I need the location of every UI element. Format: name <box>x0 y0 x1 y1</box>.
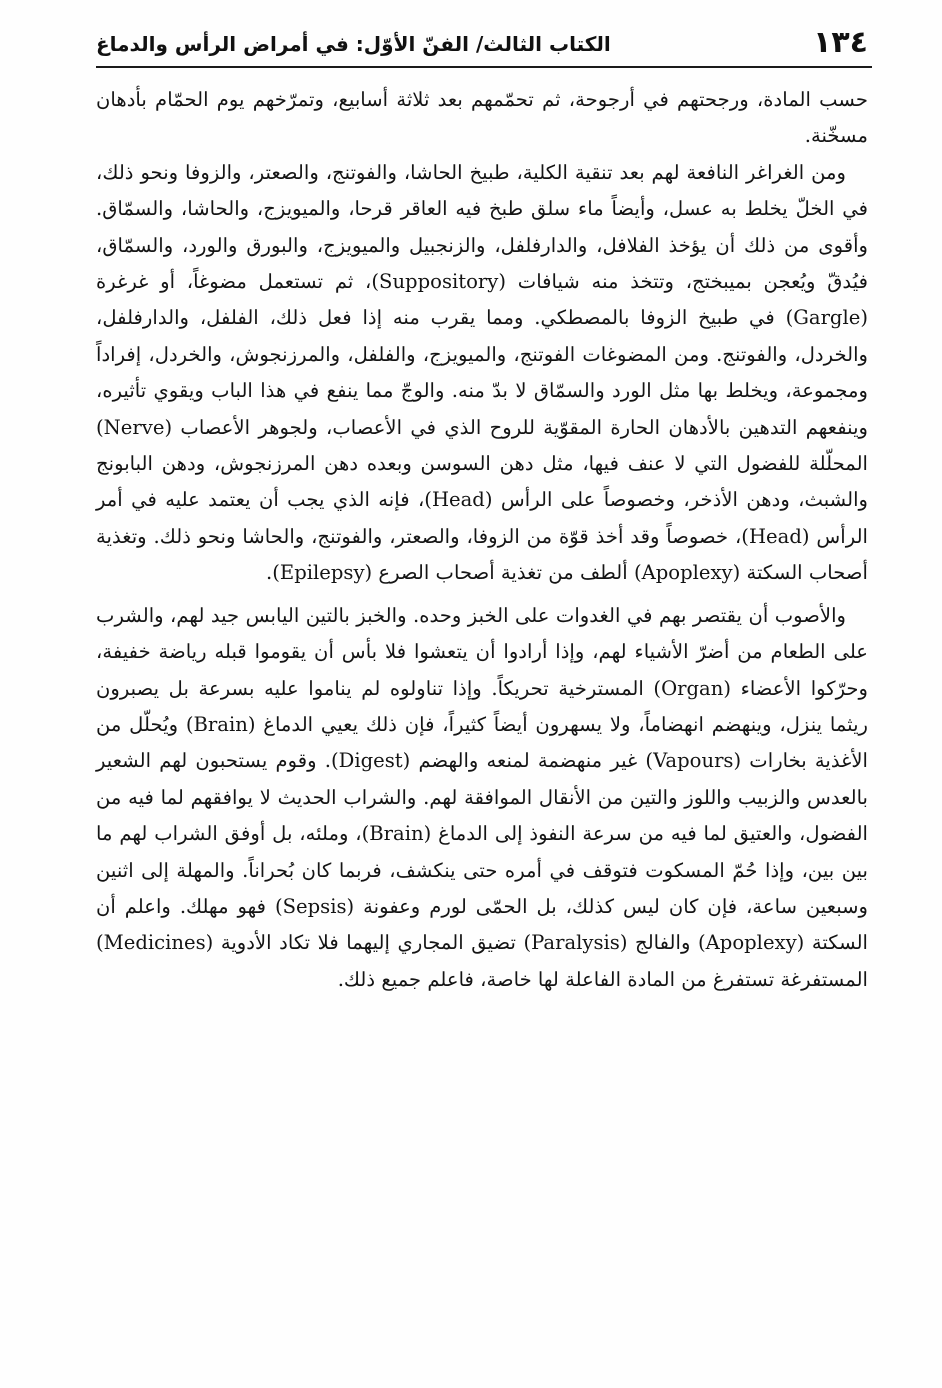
running-title: الكتاب الثالث/ الفنّ الأوّل: في أمراض الرأس والدماغ <box>96 32 611 56</box>
paragraph-diet: والأصوب أن يقتصر بهم في الغدوات على الخبز وحده. والخبز بالتين اليابس جيد لهم، والشرب على الطعام من أضرّ الأشياء لهم، وإذا أرادوا أن يتعشوا فلا بأس أن يقوموا قبله رياضة خفيفة، وحرّكوا الأعضاء (Organ) المسترخية تحريكاً. وإذا تناولوه لم يناموا عليه بسرعة بل يصبرون ريثما ينزل، وينهضم انهضاماً، ولا يسهرون أيضاً كثيراً، فإن ذلك يعيي الدماغ (Brain) ويُحلّل من الأغذية بخارات (Vapours) غير منهضمة لمنعه والهضم (Digest). وقوم يستحبون لهم الشعير بالعدس والزبيب واللوز والتين من الأنقال الموافقة لهم. والشراب الحديث لا يوافقهم لما فيه من الفضول، والعتيق لما فيه من سرعة النفوذ إلى الدماغ (Brain)، وملئه، بل أوفق الشراب لهم ما بين بين، وإذا حُمّ المسكوت فتوقف في أمره حتى ينكشف، فربما كان بُحراناً. والمهلة إلى اثنين وسبعين ساعة، فإن كان ليس كذلك، بل الحمّى لورم وعفونة (Sepsis) فهو مهلك. واعلم أن السكتة (Apoplexy) والفالج (Paralysis) تضيق المجاري إليهما فلا تكاد الأدوية (Medicines) المستفرغة تستفرغ من المادة الفاعلة لها خاصة، فاعلم جميع ذلك. <box>96 603 869 991</box>
header-rule <box>96 66 872 68</box>
body-text <box>96 82 868 998</box>
page-number: ١٣٤ <box>813 25 868 60</box>
paragraph-gargles: ومن الغراغر النافعة لهم بعد تنقية الكلية، طبيخ الحاشا، والفوتنج، والصعتر، والزوفا ونحو ذلك، في الخلّ يخلط به عسل، وأيضاً ماء سلق طبخ فيه العاقر قرحا، والميويزج، والحاشا، والسمّاق. وأقوى من ذلك أن يؤخذ الفلافل، والدارفلفل، والزنجبيل والميويزج، والبورق والورد، والسمّاق، فيُدقّ ويُعجن بميبختج، وتتخذ منه شيافات (Suppository)، ثم تستعمل مضوغاً، أو غرغرة (Gargle) في طبيخ الزوفا بالمصطكي. ومما يقرب منه إذا فعل ذلك، الفلفل، والدارفلفل، والخردل، والفوتنج. ومن المضوغات الفوتنج، والميويزج، والفلفل، والمرزنجوش، والخردل، إفراداً ومجموعة، ويخلط بها مثل الورد والسمّاق لا بدّ منه. والوجّ مما ينفع في هذا الباب ويقوي تأثيره، وينفعهم التدهين بالأدهان الحارة المقوّية للروح الذي في الأعصاب، ولجوهر الأعصاب (Nerve) المحلّلة للفضول التي لا عنف فيها، مثل دهن السوسن وبعده دهن المرزنجوش، ودهن البابونج والشبث، ودهن الأذخر، وخصوصاً على الرأس (Head)، فإنه الذي يجب أن يعتمد عليه في أمر الرأس (Head)، خصوصاً وقد أخذ قوّة من الزوفا، والصعتر، والفوتنج، والحاشا ونحو ذلك. وتغذية أصحاب السكتة (Apoplexy) ألطف من تغذية أصحاب الصرع (Epilepsy). <box>96 160 868 585</box>
paragraph-continuation: حسب المادة، ورجحتهم في أرجوحة، ثم تحمّمهم بعد ثلاثة أسابيع، وتمرّخهم يوم الحمّام بأدهان مسخّنة. <box>96 88 868 148</box>
running-head <box>96 22 868 66</box>
